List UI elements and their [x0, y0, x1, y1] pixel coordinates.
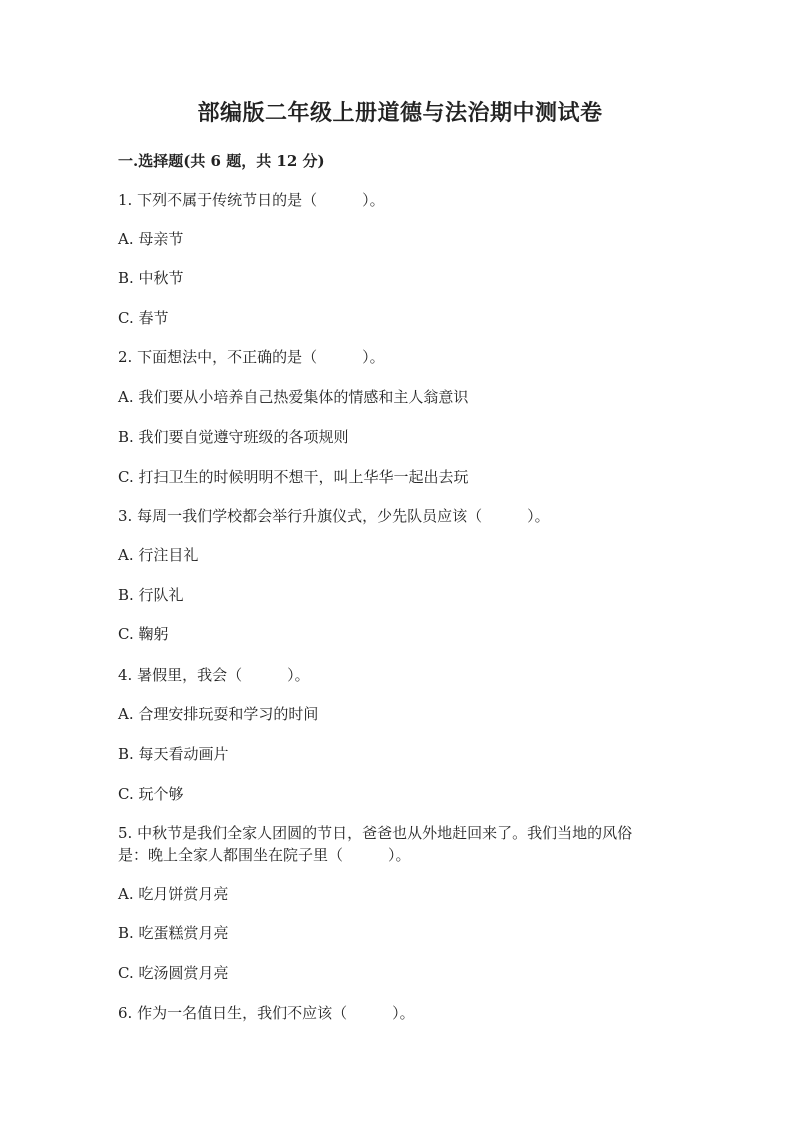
question-2-option-a: A. 我们要从小培养自己热爱集体的情感和主人翁意识	[118, 388, 469, 406]
question-5-option-a: A. 吃月饼赏月亮	[118, 885, 229, 903]
question-4-stem: 4. 暑假里，我会（ ）。	[118, 666, 310, 684]
question-5-stem-line-1: 5. 中秋节是我们全家人团圆的节日，爸爸也从外地赶回来了。我们当地的风俗	[118, 824, 633, 842]
question-4-option-b: B. 每天看动画片	[118, 745, 229, 763]
question-5-option-c: C. 吃汤圆赏月亮	[118, 964, 229, 982]
question-4-option-a: A. 合理安排玩耍和学习的时间	[118, 705, 319, 723]
question-2-stem: 2. 下面想法中，不正确的是（ ）。	[118, 348, 385, 366]
page-title: 部编版二年级上册道德与法治期中测试卷	[197, 100, 603, 126]
question-3-option-c: C. 鞠躬	[118, 625, 169, 643]
question-5-option-b: B. 吃蛋糕赏月亮	[118, 924, 229, 942]
question-5-stem-line-2: 是：晚上全家人都围坐在院子里（ ）。	[118, 846, 411, 864]
question-1-option-b: B. 中秋节	[118, 269, 184, 287]
question-3-option-b: B. 行队礼	[118, 586, 184, 604]
question-2-option-c: C. 打扫卫生的时候明明不想干，叫上华华一起出去玩	[118, 468, 469, 486]
question-3-stem: 3. 每周一我们学校都会举行升旗仪式，少先队员应该（ ）。	[118, 507, 550, 525]
question-4-option-c: C. 玩个够	[118, 785, 184, 803]
question-1-stem: 1. 下列不属于传统节日的是（ ）。	[118, 191, 385, 209]
question-3-option-a: A. 行注目礼	[118, 546, 199, 564]
question-1-option-c: C. 春节	[118, 309, 169, 327]
section-heading: 一.选择题(共 6 题，共 12 分)	[118, 152, 325, 170]
question-1-option-a: A. 母亲节	[118, 230, 184, 248]
question-6-stem: 6. 作为一名值日生，我们不应该（ ）。	[118, 1004, 415, 1022]
question-2-option-b: B. 我们要自觉遵守班级的各项规则	[118, 428, 349, 446]
